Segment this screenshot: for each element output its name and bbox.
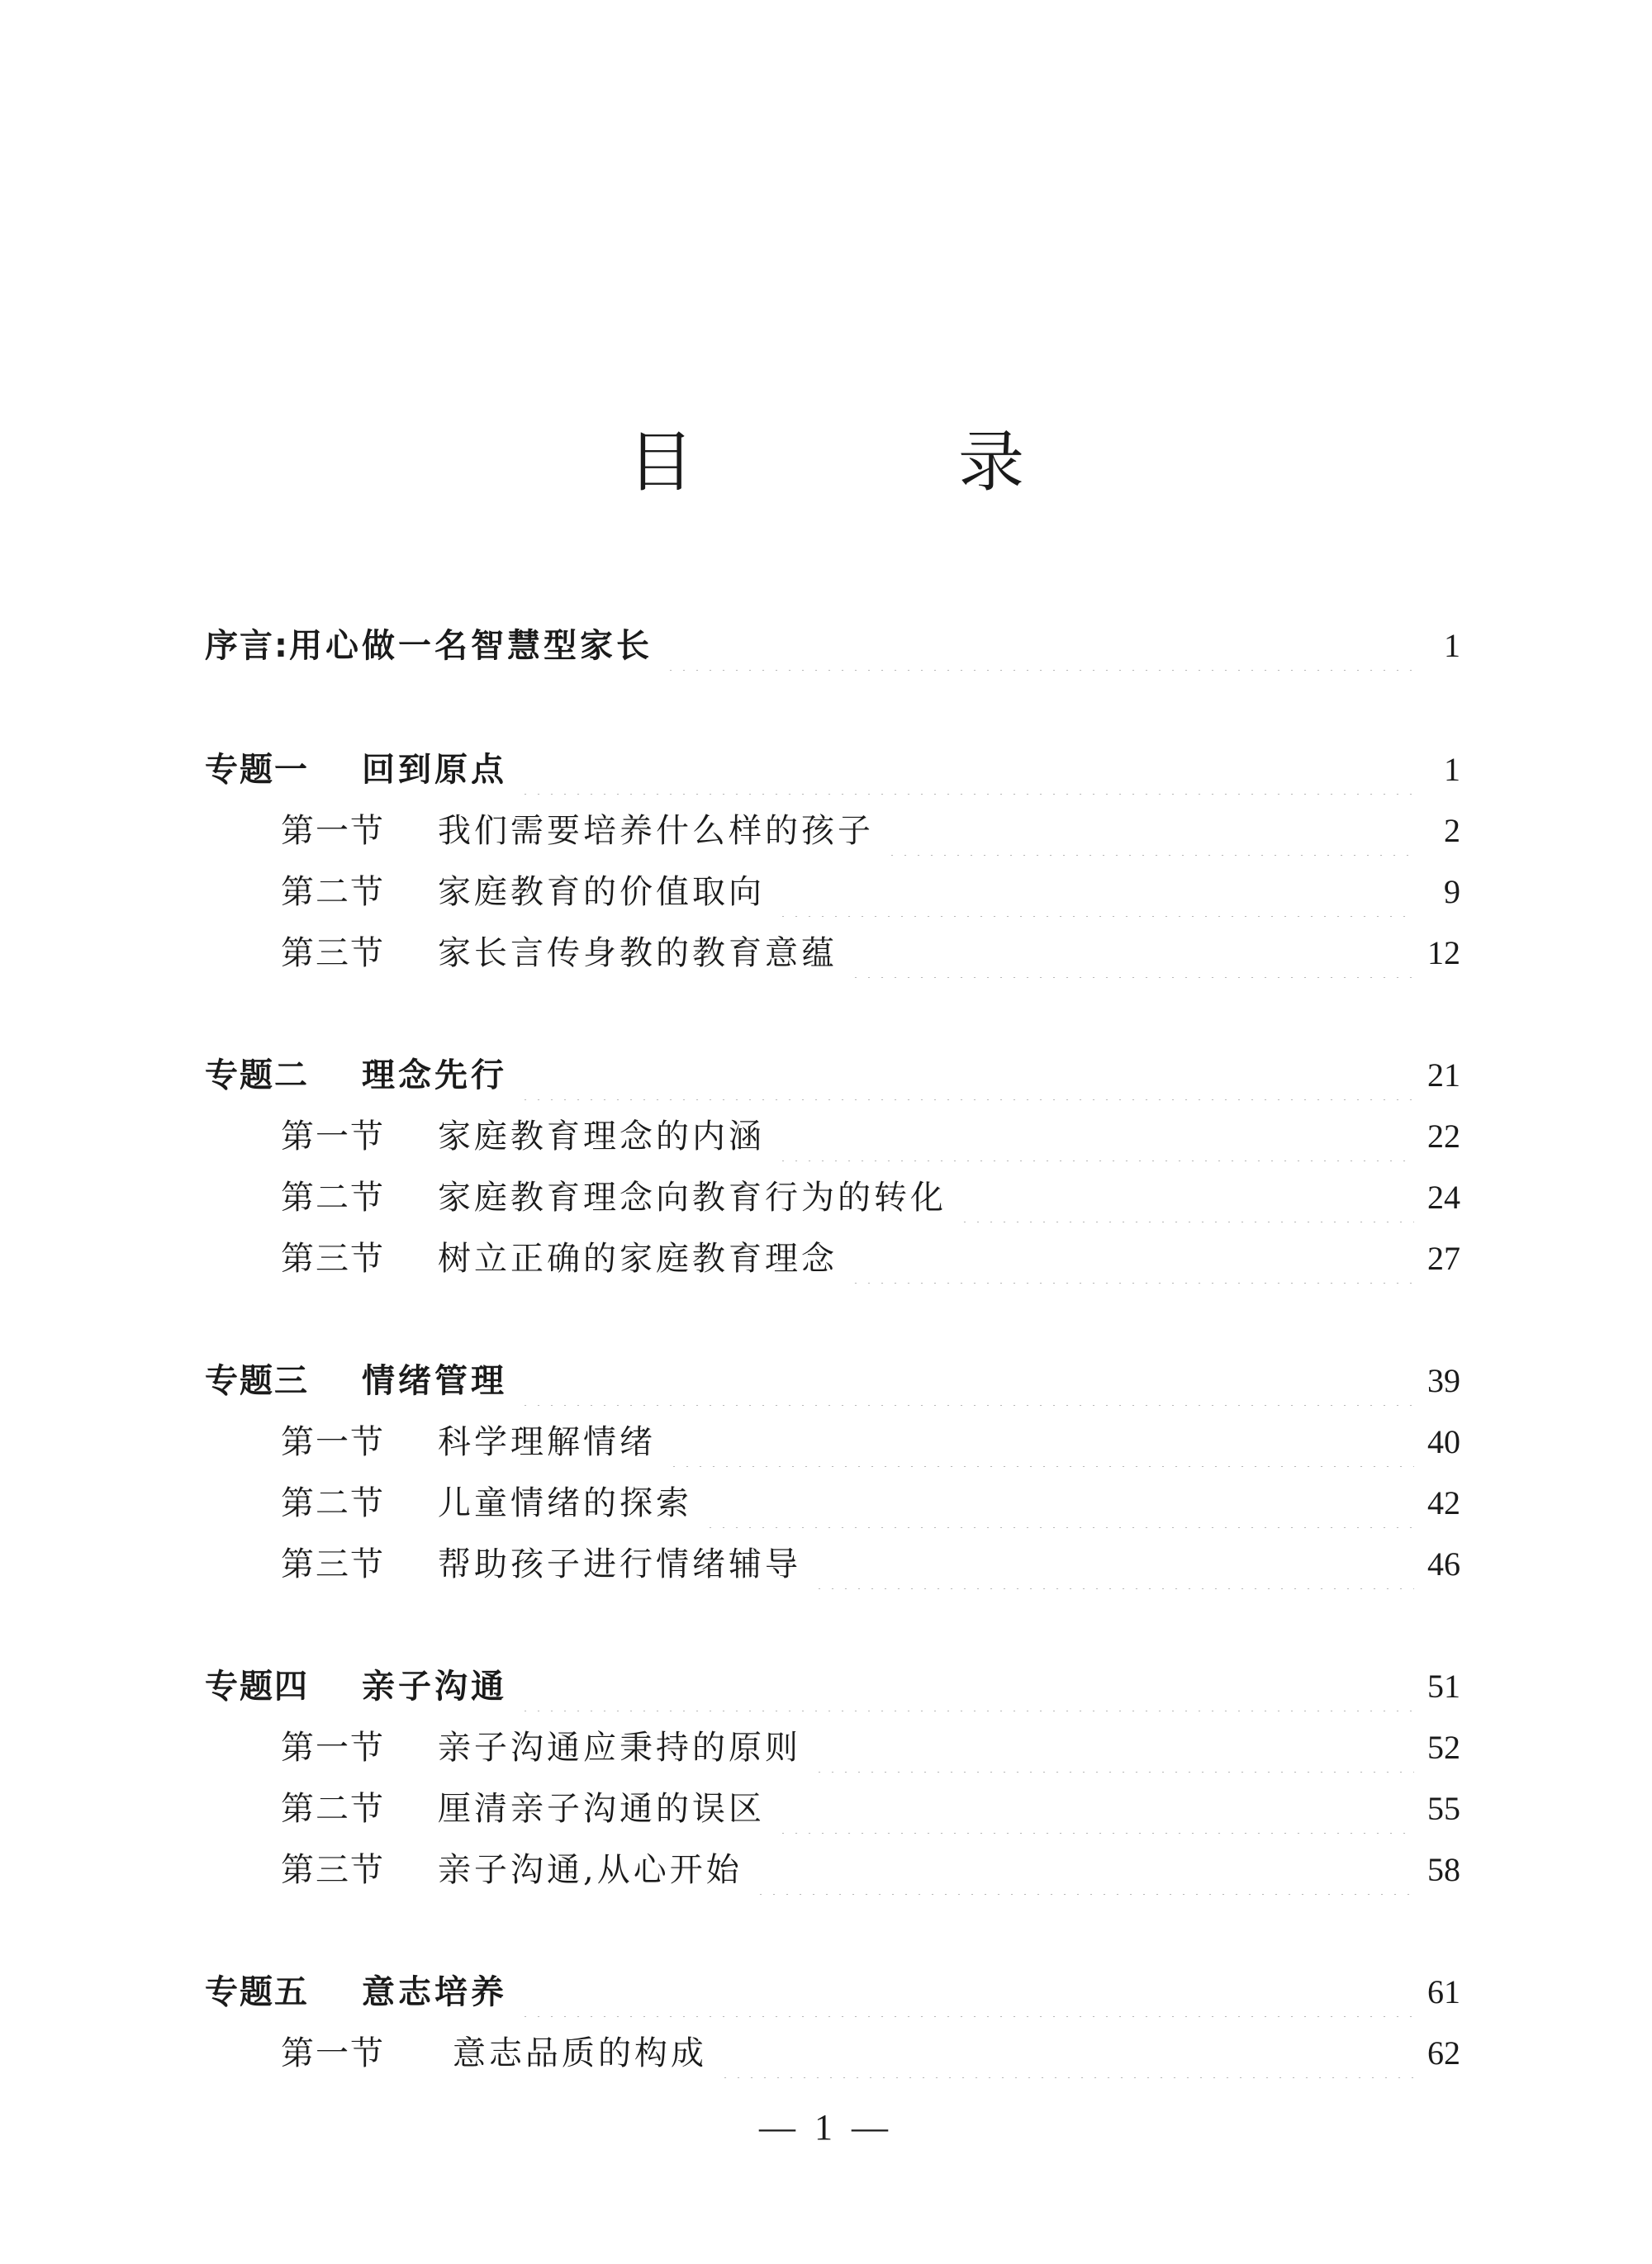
toc-label: 第二节 <box>281 1484 385 1522</box>
toc-title: 回到原点 <box>362 751 507 789</box>
toc-title: 情绪管理 <box>362 1362 507 1400</box>
toc-section[interactable] <box>281 2029 1460 2078</box>
toc-label: 第三节 <box>281 934 385 972</box>
toc-page-number: 22 <box>1427 1118 1460 1155</box>
toc-page-number: 1 <box>1444 751 1460 788</box>
toc-section[interactable] <box>281 1234 1460 1284</box>
toc-page-number: 55 <box>1427 1790 1460 1827</box>
toc-label: 第一节 <box>281 1118 385 1156</box>
dot-leader <box>667 1417 1414 1467</box>
toc-label: 专题五 <box>205 1973 309 2011</box>
dot-leader <box>849 1234 1414 1284</box>
toc-title: 亲子沟通,从心开始 <box>438 1851 743 1889</box>
toc-section[interactable] <box>281 1784 1460 1834</box>
toc-chapter[interactable] <box>205 1051 1460 1100</box>
toc-page-number: 42 <box>1427 1484 1460 1521</box>
toc-label: 专题二 <box>205 1056 309 1094</box>
toc-title: 意志品质的构成 <box>453 2034 707 2072</box>
dot-leader <box>776 1784 1414 1834</box>
toc-page-number: 58 <box>1427 1851 1460 1888</box>
toc-page-number: 46 <box>1427 1545 1460 1583</box>
toc-label: 专题三 <box>205 1362 309 1400</box>
toc-chapter[interactable] <box>205 745 1460 795</box>
dot-leader <box>519 1967 1414 2017</box>
toc-title: 亲子沟通 <box>362 1668 507 1706</box>
toc-page-number: 9 <box>1444 873 1460 910</box>
toc-label: 第一节 <box>281 1423 385 1461</box>
toc-label: 第二节 <box>281 873 385 911</box>
toc-preface[interactable] <box>205 621 1460 671</box>
page-number-footer: — 1 — <box>759 2107 893 2148</box>
toc-page-number: 24 <box>1427 1179 1460 1216</box>
dot-leader <box>519 1051 1414 1100</box>
toc-title: 儿童情绪的探索 <box>438 1484 692 1522</box>
toc-section[interactable] <box>281 1478 1460 1528</box>
toc-label: 第一节 <box>281 2034 385 2072</box>
toc-section[interactable] <box>281 1723 1460 1773</box>
toc-label: 第三节 <box>281 1545 385 1583</box>
toc-label: 第一节 <box>281 812 385 850</box>
toc-title: 我们需要培养什么样的孩子 <box>438 812 874 850</box>
dot-leader <box>519 745 1414 795</box>
dot-leader <box>813 1540 1414 1589</box>
toc-title: 家庭教育理念向教育行为的转化 <box>438 1179 947 1217</box>
toc-section[interactable] <box>281 806 1460 856</box>
toc-label: 第二节 <box>281 1179 385 1217</box>
dot-leader <box>754 1845 1414 1895</box>
toc-label: 专题一 <box>205 751 309 789</box>
dot-leader <box>519 1356 1414 1406</box>
dot-leader <box>719 2029 1414 2078</box>
toc-title: 树立正确的家庭教育理念 <box>438 1240 838 1278</box>
dot-leader <box>664 621 1414 671</box>
toc-chapter[interactable] <box>205 1356 1460 1406</box>
toc-page-number: 61 <box>1427 1973 1460 2010</box>
toc-label: 第一节 <box>281 1729 385 1767</box>
toc-title: 科学理解情绪 <box>438 1423 656 1461</box>
page-title: 目 录 <box>628 424 1123 501</box>
toc-label: 第三节 <box>281 1851 385 1889</box>
dot-leader <box>885 806 1414 856</box>
toc-title: 家庭教育理念的内涵 <box>438 1118 765 1156</box>
toc-section[interactable] <box>281 928 1460 978</box>
toc-title: 理念先行 <box>362 1056 507 1094</box>
toc-section[interactable] <box>281 867 1460 917</box>
toc-section[interactable] <box>281 1173 1460 1222</box>
toc-title: 帮助孩子进行情绪辅导 <box>438 1545 801 1583</box>
toc-label: 专题四 <box>205 1668 309 1706</box>
toc-title: 家庭教育的价值取向 <box>438 873 765 911</box>
toc-label: 第二节 <box>281 1790 385 1828</box>
toc-section[interactable] <box>281 1417 1460 1467</box>
toc-title: 意志培养 <box>362 1973 507 2011</box>
toc-page-number: 39 <box>1427 1362 1460 1399</box>
toc-label: 序言: <box>205 627 289 665</box>
toc-page-number: 2 <box>1444 812 1460 849</box>
toc-section[interactable] <box>281 1845 1460 1895</box>
dot-leader <box>519 1662 1414 1711</box>
toc-chapter[interactable] <box>205 1662 1460 1711</box>
toc-page-number: 40 <box>1427 1423 1460 1460</box>
toc-page-number: 51 <box>1427 1668 1460 1705</box>
toc-page-number: 21 <box>1427 1056 1460 1094</box>
toc-title: 家长言传身教的教育意蕴 <box>438 934 838 972</box>
toc-section[interactable] <box>281 1112 1460 1161</box>
toc-label: 第三节 <box>281 1240 385 1278</box>
toc-title: 亲子沟通应秉持的原则 <box>438 1729 801 1767</box>
toc-page-number: 62 <box>1427 2034 1460 2072</box>
dot-leader <box>776 867 1414 917</box>
toc-page-number: 12 <box>1427 934 1460 971</box>
dot-leader <box>776 1112 1414 1161</box>
dot-leader <box>849 928 1414 978</box>
dot-leader <box>704 1478 1414 1528</box>
dot-leader <box>958 1173 1414 1222</box>
dot-leader <box>813 1723 1414 1773</box>
toc-page-number: 27 <box>1427 1240 1460 1277</box>
toc-page-number: 1 <box>1444 627 1460 664</box>
toc-title: 用心做一名智慧型家长 <box>289 627 653 665</box>
toc-title: 厘清亲子沟通的误区 <box>438 1790 765 1828</box>
toc-section[interactable] <box>281 1540 1460 1589</box>
toc-page-number: 52 <box>1427 1729 1460 1766</box>
toc-chapter[interactable] <box>205 1967 1460 2017</box>
